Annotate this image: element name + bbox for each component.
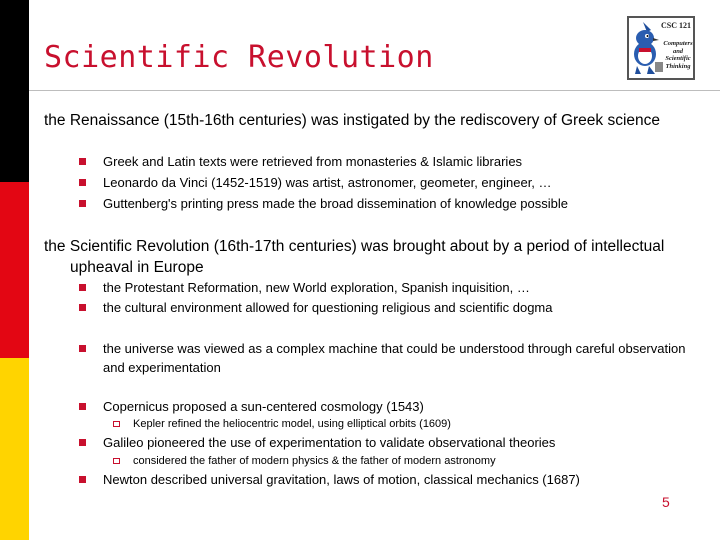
list-item bbox=[79, 433, 689, 452]
list-item bbox=[79, 173, 689, 192]
course-logo bbox=[627, 16, 695, 80]
bullet-icon bbox=[79, 345, 86, 352]
title-divider bbox=[29, 90, 720, 91]
bullet-icon bbox=[79, 304, 86, 311]
list-item-text: Newton described universal gravitation, laws of motion, classical mechanics (1687) bbox=[103, 472, 580, 487]
logo-subtitle: Computers and Scientific Thinking bbox=[663, 40, 693, 70]
bullet-icon bbox=[79, 284, 86, 291]
logo-course-code: CSC 121 bbox=[660, 21, 691, 30]
list-item-text: Leonardo da Vinci (1452-1519) was artist, astronomer, geometer, engineer, … bbox=[103, 175, 552, 190]
sub-list-item-text: considered the father of modern physics & the father of modern astronomy bbox=[133, 455, 496, 467]
list-item bbox=[79, 397, 689, 416]
sub-bullet-icon bbox=[113, 421, 120, 427]
list-item-text: the universe was viewed as a complex machine that could be understood through careful observation and experimentation bbox=[103, 341, 686, 375]
bullet-icon bbox=[79, 439, 86, 446]
bullet-icon bbox=[79, 200, 86, 207]
list-item bbox=[79, 152, 689, 171]
sub-list-item bbox=[113, 454, 673, 468]
decorative-stripe-yellow bbox=[0, 358, 29, 540]
bullet-icon bbox=[79, 158, 86, 165]
list-item bbox=[79, 470, 689, 489]
list-item bbox=[79, 194, 689, 213]
section-heading-scientific-revolution: the Scientific Revolution (16th-17th centuries) was brought about by a period of intellectual upheaval in Europe bbox=[44, 238, 665, 276]
slide-title: Scientific Revolution bbox=[44, 40, 434, 75]
list-item bbox=[79, 278, 689, 297]
list-item-text: the Protestant Reformation, new World exploration, Spanish inquisition, … bbox=[103, 280, 530, 295]
list-item-text: Copernicus proposed a sun-centered cosmology (1543) bbox=[103, 399, 424, 414]
bullet-icon bbox=[79, 476, 86, 483]
sub-list-item-text: Kepler refined the heliocentric model, using elliptical orbits (1609) bbox=[133, 418, 451, 430]
bullet-icon bbox=[79, 403, 86, 410]
decorative-stripe-red bbox=[0, 182, 29, 358]
section-heading-renaissance: the Renaissance (15th-16th centuries) was instigated by the rediscovery of Greek science bbox=[44, 112, 661, 129]
decorative-stripe-black bbox=[0, 0, 29, 182]
list-item bbox=[79, 298, 689, 317]
list-item bbox=[79, 339, 689, 377]
list-item-text: Greek and Latin texts were retrieved from monasteries & Islamic libraries bbox=[103, 154, 523, 169]
sub-bullet-icon bbox=[113, 458, 120, 464]
list-item-text: the cultural environment allowed for questioning religious and scientific dogma bbox=[103, 300, 553, 315]
list-item-text: Guttenberg's printing press made the broad dissemination of knowledge possible bbox=[103, 196, 568, 211]
sub-list-item bbox=[113, 417, 673, 431]
list-item-text: Galileo pioneered the use of experimentation to validate observational theories bbox=[103, 435, 556, 450]
page-number: 5 bbox=[662, 494, 670, 510]
bullet-icon bbox=[79, 179, 86, 186]
